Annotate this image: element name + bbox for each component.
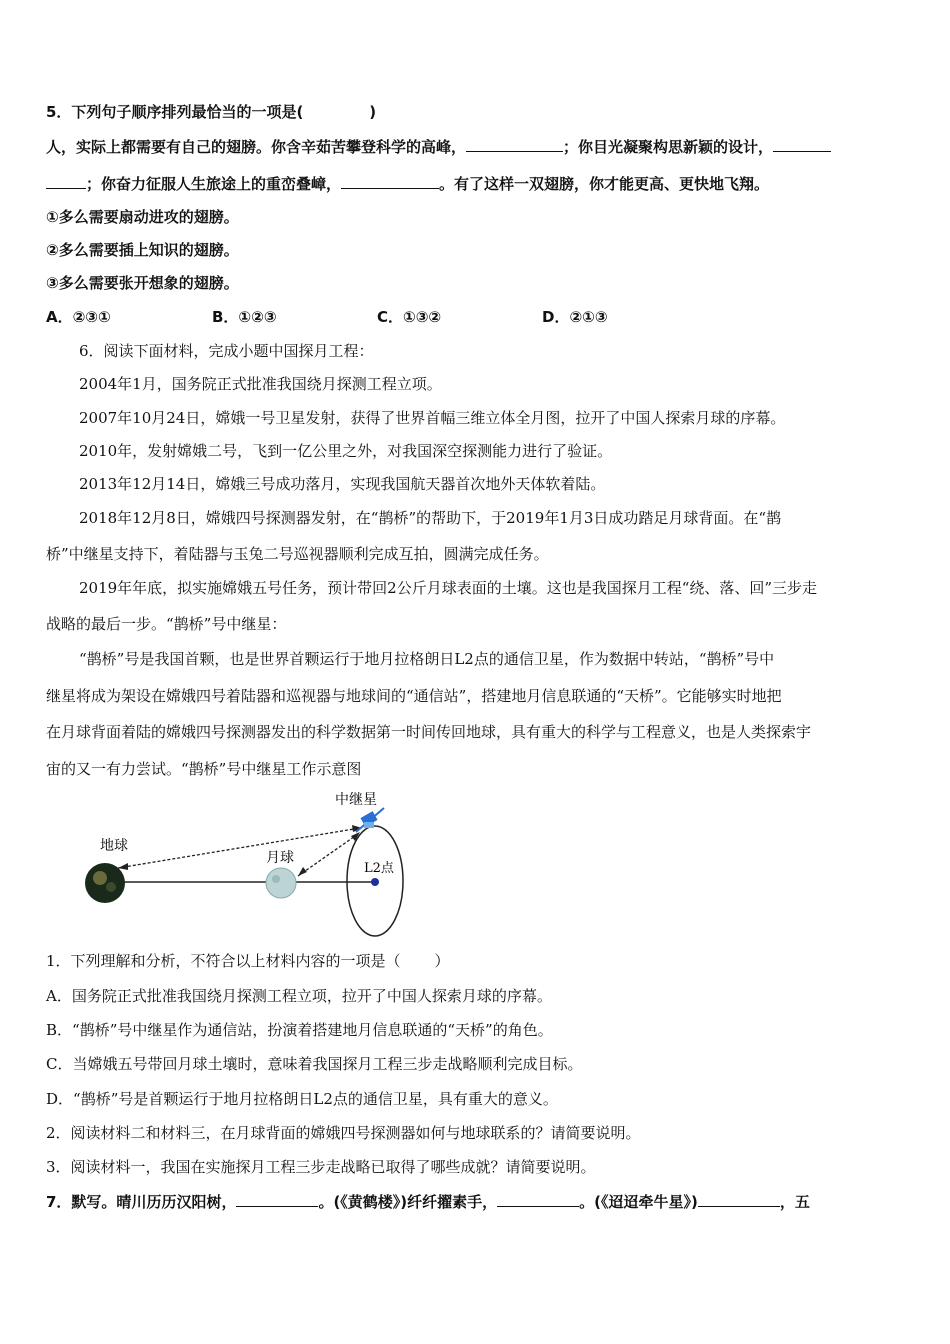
- q7-line: [46, 1191, 810, 1212]
- q6-relay-line-2: 继星将成为架设在嫦娥四号着陆器和巡视器与地球间的“通信站”，搭建地月信息联通的“天桥”。它能够实时地把: [46, 687, 782, 705]
- q6-intro: 6．阅读下面材料，完成小题中国探月工程：: [79, 342, 374, 360]
- q6-event-2007: 2007年10月24日，嫦娥一号卫星发射，获得了世界首幅三维立体全月图，拉开了中国人探索月球的序幕。: [79, 409, 786, 427]
- q6-sub1-option-a: A．国务院正式批准我国绕月探测工程立项，拉开了中国人探索月球的序幕。: [46, 987, 552, 1005]
- q5-passage-line-1: [46, 136, 831, 157]
- q6-sub1-option-d: D．“鹊桥”号是首颗运行于地月拉格朗日L2点的通信卫星，具有重大的意义。: [46, 1090, 558, 1108]
- fill-blank: [46, 173, 86, 189]
- q5-p1a: 人，实际上都需要有自己的翅膀。你含辛茹苦攀登科学的高峰，: [46, 138, 467, 156]
- q5-p1b: ；你目光凝聚构思新颖的设计，: [563, 138, 774, 156]
- relay-label: 中继星: [335, 792, 377, 808]
- moon-icon: [266, 868, 296, 898]
- q6-event-2010: 2010年，发射嫦娥二号，飞到一亿公里之外，对我国深空探测能力进行了验证。: [79, 442, 613, 460]
- q6-sub1-stem-close: ）: [434, 952, 450, 970]
- earth-relay-link: [118, 828, 360, 868]
- q5-stem-text: 5．下列句子顺序排列最恰当的一项是(: [46, 103, 304, 121]
- earth-icon: [85, 863, 125, 903]
- q5-option-c: C．①③②: [377, 308, 442, 326]
- q6-event-2019-line-2: 战略的最后一步。“鹊桥”号中继星：: [46, 615, 287, 633]
- l2-point-icon: [371, 878, 379, 886]
- q7-part-c: 。(《迢迢牵牛星》): [579, 1193, 698, 1211]
- q6-sub1-option-b: B．“鹊桥”号中继星作为通信站，扮演着搭建地月信息联通的“天桥”的角色。: [46, 1021, 553, 1039]
- q5-p2b: 。有了这样一双翅膀，你才能更高、更快地飞翔。: [439, 175, 770, 193]
- q5-stem: [46, 102, 376, 122]
- q6-sub1-option-c: C．当嫦娥五号带回月球土壤时，意味着我国探月工程三步走战略顺利完成目标。: [46, 1055, 583, 1073]
- q5-p2a: ；你奋力征服人生旅途上的重峦叠嶂，: [86, 175, 342, 193]
- q7-part-d: ，五: [779, 1193, 810, 1211]
- q6-sub1-stem-text: 1．下列理解和分析，不符合以上材料内容的一项是（: [46, 952, 401, 970]
- fill-blank: [341, 173, 439, 189]
- moon-label: 月球: [266, 850, 294, 866]
- q7-part-b: 。(《黄鹤楼》)纤纤擢素手，: [318, 1193, 498, 1211]
- q6-relay-line-3: 在月球背面着陆的嫦娥四号探测器发出的科学数据第一时间传回地球，具有重大的科学与工程意义，也是人类探索宇: [46, 723, 812, 741]
- q6-relay-line-1: “鹊桥”号是我国首颗，也是世界首颗运行于地月拉格朗日L2点的通信卫星，作为数据中转站，“鹊桥”号中: [79, 650, 775, 668]
- q6-event-2004: 2004年1月，国务院正式批准我国绕月探测工程立项。: [79, 375, 442, 393]
- arrow-head-icon: [118, 863, 128, 870]
- q6-sub3: 3．阅读材料一，我国在实施探月工程三步走战略已取得了哪些成就？请简要说明。: [46, 1158, 596, 1176]
- moon-relay-link: [298, 834, 358, 876]
- earth-continent: [106, 882, 116, 892]
- earth-continent: [93, 871, 107, 885]
- q6-event-2018-line-2: 桥”中继星支持下，着陆器与玉兔二号巡视器顺利完成互拍，圆满完成任务。: [46, 545, 549, 563]
- q6-event-2019-line-1: 2019年年底，拟实施嫦娥五号任务，预计带回2公斤月球表面的土壤。这也是我国探月工程“绕、落、回”三步走: [79, 579, 818, 597]
- q6-relay-line-4: 宙的又一有力尝试。“鹊桥”号中继星工作示意图: [46, 760, 362, 778]
- q5-option-b: B．①②③: [212, 308, 277, 326]
- l2-label: L2点: [364, 861, 394, 876]
- relay-satellite-icon: [356, 808, 384, 832]
- q5-item-3: ③多么需要张开想象的翅膀。: [46, 274, 239, 292]
- fill-blank: [698, 1191, 780, 1207]
- fill-blank: [236, 1191, 318, 1207]
- fill-blank: [497, 1191, 579, 1207]
- q6-event-2013: 2013年12月14日，嫦娥三号成功落月，实现我国航天器首次地外天体软着陆。: [79, 475, 606, 493]
- q5-option-d: D．②①③: [542, 308, 608, 326]
- q7-part-a: 7．默写。晴川历历汉阳树，: [46, 1193, 237, 1211]
- q6-sub1-stem: [46, 951, 450, 971]
- moon-crater: [272, 875, 280, 883]
- relay-satellite-diagram: [70, 788, 430, 938]
- earth-label: 地球: [100, 838, 128, 854]
- q5-option-a: A．②③①: [46, 308, 111, 326]
- q6-event-2018-line-1: 2018年12月8日，嫦娥四号探测器发射，在“鹊桥”的帮助下，于2019年1月3日成功踏足月球背面。在“鹊: [79, 509, 782, 527]
- fill-blank: [466, 136, 563, 152]
- q5-item-1: ①多么需要扇动进攻的翅膀。: [46, 208, 239, 226]
- fill-blank: [773, 136, 831, 152]
- arrow-head-icon: [298, 867, 307, 876]
- q5-stem-close: ): [369, 103, 377, 121]
- q6-sub2: 2．阅读材料二和材料三，在月球背面的嫦娥四号探测器如何与地球联系的？请简要说明。: [46, 1124, 641, 1142]
- q5-item-2: ②多么需要插上知识的翅膀。: [46, 241, 239, 259]
- q5-passage-line-2: [46, 173, 769, 194]
